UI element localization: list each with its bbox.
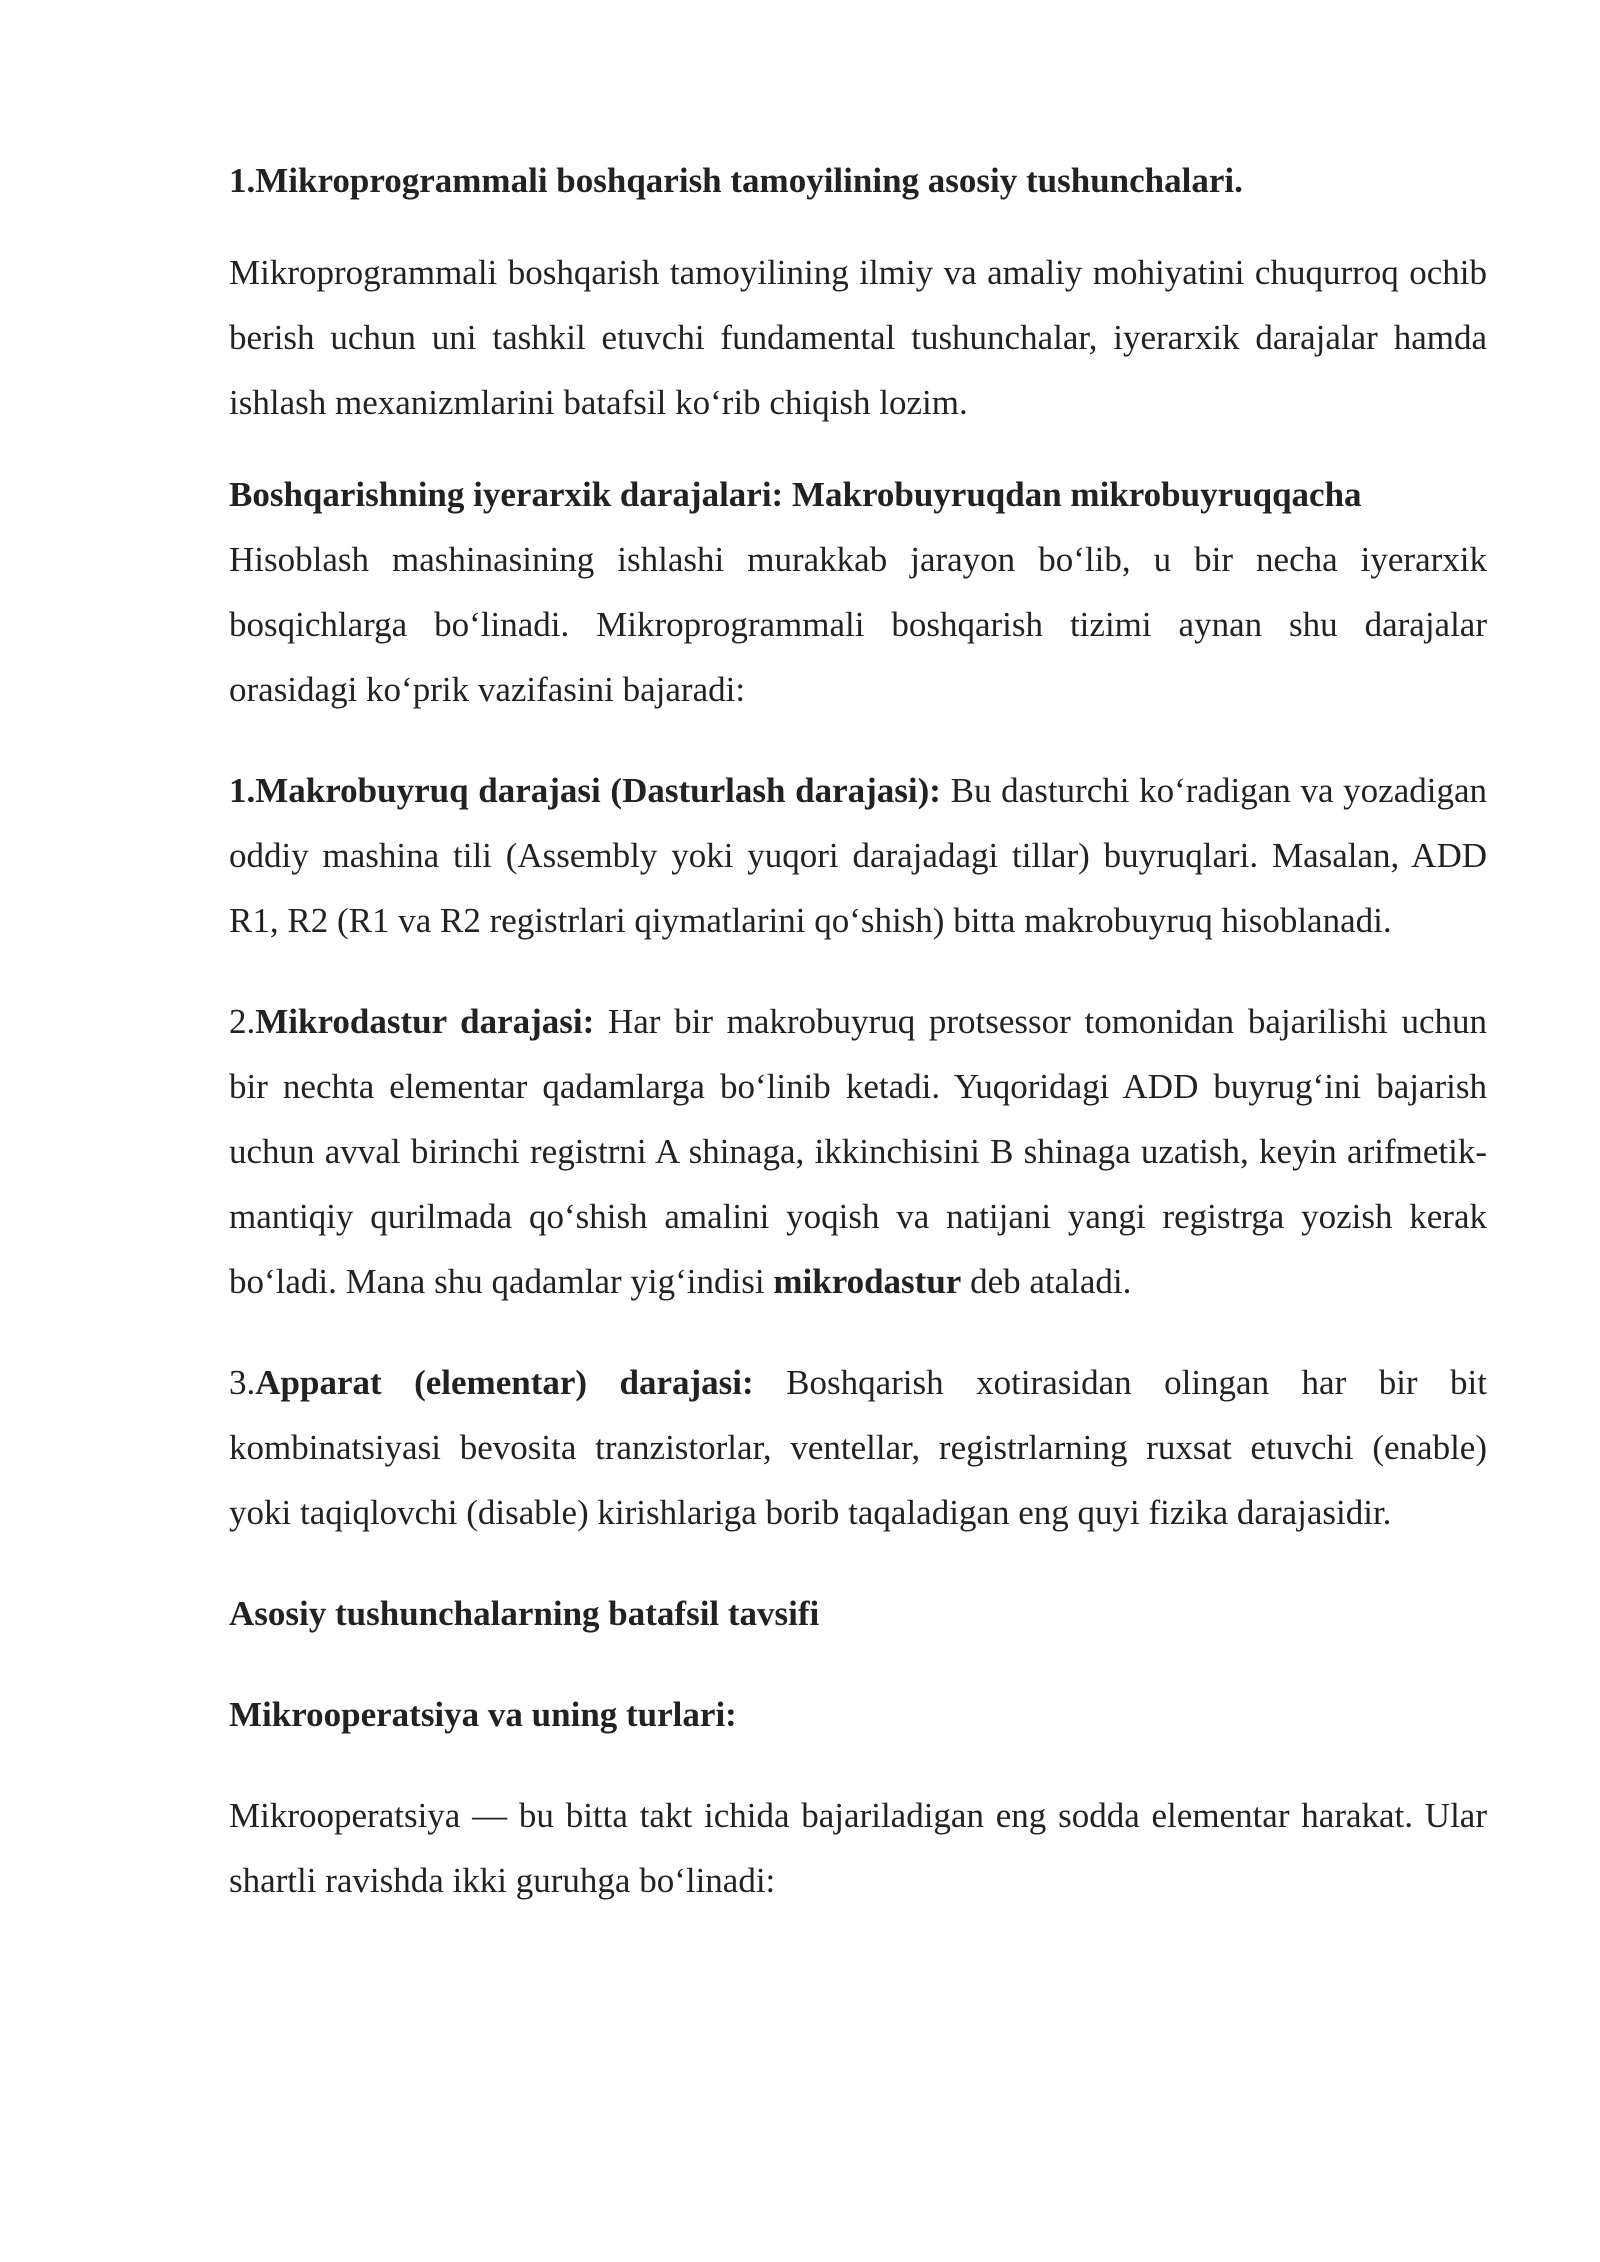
level-item-2-text: Har bir makrobuyruq protsessor tomonidan bajarilishi uchun bir nechta elementar qadamlarga bo‘linib ketadi. Yuqoridagi ADD buyrug‘ini bajarish uchun avval birinchi registrni A shinaga, ikkinchisini B shinaga uzatish, keyin arifmetik-mantiqiy qurilmada qo‘shish amalini yoqish va natijani yangi registrga yozish kerak bo‘ladi. Mana shu qadamlar yig‘indisi <box>229 1002 1488 1301</box>
level-item-2-term: Mikrodastur darajasi: <box>255 1002 595 1041</box>
level-item-3-prefix: 3. <box>229 1363 256 1402</box>
level-item-1-text: Bu dasturchi ko‘radigan va yozadigan oddiy mashina tili (Assembly yoki yuqori darajadagi tillar) buyruqlari. Masalan, ADD R1, R2 (R1 va R2 registrlari qiymatlarini qo‘shish) bitta makrobuyruq hisoblanadi. <box>229 771 1487 940</box>
levels-heading: Boshqarishning iyerarxik darajalari: Makrobuyruqdan mikrobuyruqqacha <box>229 475 1362 514</box>
level-item-2-bold-word: mikrodastur <box>773 1262 962 1301</box>
microoperation-paragraph: Mikrooperatsiya — bu bitta takt ichida bajariladigan eng sodda elementar harakat. Ular shartli ravishda ikki guruhga bo‘linadi: <box>229 1796 1487 1900</box>
level-item-2 <box>229 989 1487 1314</box>
level-item-3-term: Apparat (elementar) darajasi: <box>255 1363 754 1402</box>
level-item-2-prefix: 2. <box>229 1002 256 1041</box>
details-heading: Asosiy tushunchalarning batafsil tavsifi <box>229 1594 820 1633</box>
level-item-1-term: Makrobuyruq darajasi (Dasturlash darajasi): <box>255 771 941 810</box>
level-item-2-text-end: deb ataladi. <box>961 1262 1132 1301</box>
level-item-1-prefix: 1. <box>229 771 256 810</box>
level-item-3 <box>229 1350 1487 1545</box>
document-page <box>229 148 1487 1913</box>
document-title: 1.Mikroprogrammali boshqarish tamoyilining asosiy tushunchalari. <box>229 161 1243 200</box>
level-item-3-text: Boshqarish xotirasidan olingan har bir bit kombinatsiyasi bevosita tranzistorlar, ventellar, registrlarning ruxsat etuvchi (enable) yoki taqiqlovchi (disable) kirishlariga borib taqaladigan eng quyi fizika darajasidir. <box>229 1363 1487 1532</box>
level-item-1 <box>229 758 1487 953</box>
intro-paragraph: Mikroprogrammali boshqarish tamoyilining ilmiy va amaliy mohiyatini chuqurroq ochib berish uchun uni tashkil etuvchi fundamental tushunchalar, iyerarxik darajalar hamda ishlash mexanizmlarini batafsil ko‘rib chiqish lozim. <box>229 253 1487 422</box>
levels-intro-paragraph: Hisoblash mashinasining ishlashi murakkab jarayon bo‘lib, u bir necha iyerarxik bosqichlarga bo‘linadi. Mikroprogrammali boshqarish tizimi aynan shu darajalar orasidagi ko‘prik vazifasini bajaradi: <box>229 540 1487 709</box>
microoperation-heading: Mikrooperatsiya va uning turlari: <box>229 1695 737 1734</box>
